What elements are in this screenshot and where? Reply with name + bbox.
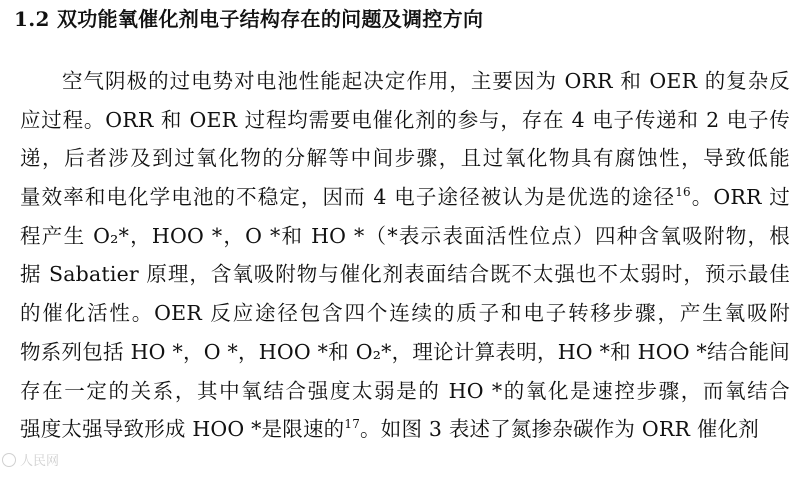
body-paragraph [20, 62, 790, 449]
line-text: 递，后者涉及到过氧化物的分解等中间步骤，且过氧化物具有腐蚀性，导致低能 [20, 146, 790, 171]
line-text: 强度太强导致形成 HOO *是限速的 [20, 417, 345, 442]
section-heading: 1.2 双功能氧催化剂电子结构存在的问题及调控方向 [14, 7, 484, 31]
watermark [2, 450, 59, 469]
paragraph-line [20, 410, 790, 449]
line-text: 物系列包括 HO *，O *，HOO *和 O₂*，理论计算表明，HO *和 HOO *结合能间 [20, 339, 790, 364]
line-text: 据 Sabatier 原理，含氧吸附物与催化剂表面结合既不太强也不太弱时，预示最佳 [20, 262, 790, 287]
paragraph-line [20, 178, 790, 217]
line-text: 。如图 3 表述了氮掺杂碳作为 ORR 催化剂 [360, 417, 759, 442]
line-text: 程产生 O₂*，HOO *，O *和 HO *（*表示表面活性位点）四种含氧吸附物，根 [20, 223, 790, 248]
paragraph-line [20, 139, 790, 178]
paragraph-line [20, 101, 790, 140]
line-text: 存在一定的关系，其中氧结合强度太弱是的 HO *的氧化是速控步骤，而氧结合 [20, 378, 790, 403]
line-text: 。ORR 过 [690, 185, 790, 210]
paragraph-line [20, 333, 790, 372]
paragraph-line [20, 255, 790, 294]
paragraph-line [20, 294, 790, 333]
citation-ref: 17 [344, 417, 361, 432]
paragraph-line [20, 62, 790, 101]
watermark-logo-icon [2, 453, 16, 467]
watermark-text: 人民网 [20, 454, 60, 469]
line-text: 的催化活性。OER 反应途径包含四个连续的质子和电子转移步骤，产生氧吸附 [20, 301, 790, 326]
paragraph-line [20, 372, 790, 411]
citation-ref: 16 [675, 185, 691, 200]
line-text: 量效率和电化学电池的不稳定，因而 4 电子途径被认为是优选的途径 [20, 185, 676, 210]
line-text: 空气阴极的过电势对电池性能起决定作用，主要因为 ORR 和 OER 的复杂反 [62, 69, 790, 93]
paragraph-line [20, 217, 790, 256]
line-text: 应过程。ORR 和 OER 过程均需要电催化剂的参与，存在 4 电子传递和 2 电子传 [20, 107, 790, 132]
